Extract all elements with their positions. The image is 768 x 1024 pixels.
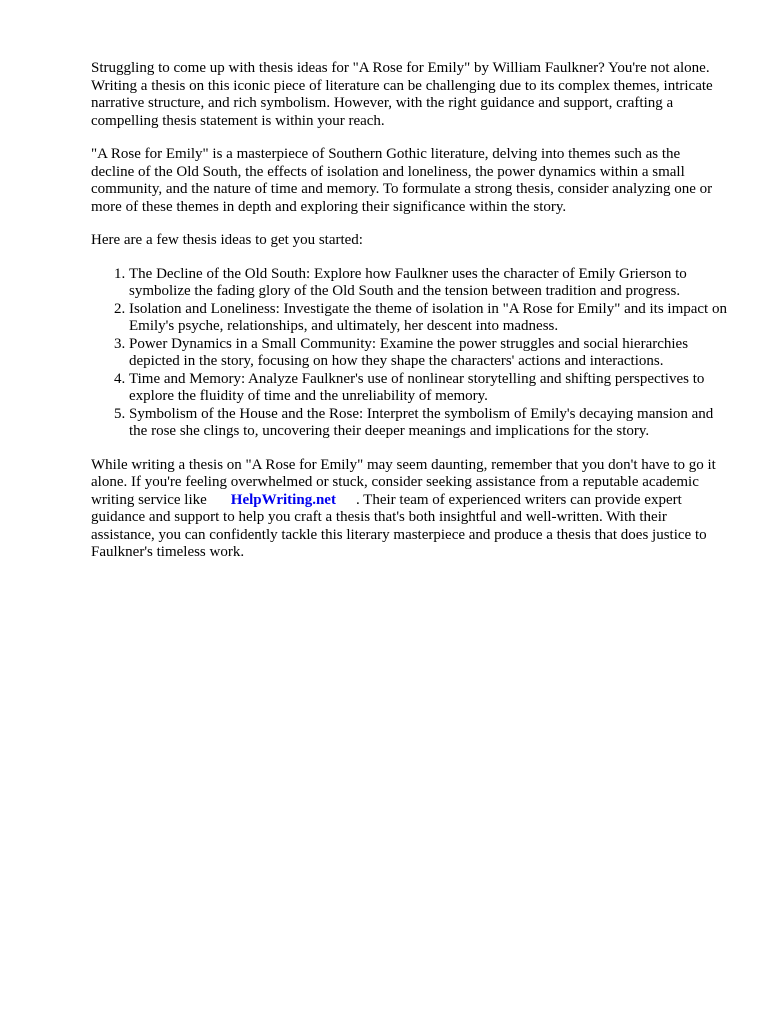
closing-text-after-link: . Their team of experienced writers can provide expert guidance and support to help you craft a thesis that's both insightful and well-written. With their assistance, you can confidently tackle this literary masterpiece and produce a thesis that does justice to Faulkner's timeless work. [91,491,707,560]
helpwriting-link[interactable]: HelpWriting.net [230,491,336,508]
list-intro: Here are a few thesis ideas to get you started: [91,232,363,248]
context-paragraph: "A Rose for Emily" is a masterpiece of Southern Gothic literature, delving into themes such as the decline of the Old South, the effects of isolation and loneliness, the power dynamics within a small community, and the nature of time and memory. To formulate a strong thesis, consider analyzing one or more of these themes in depth and exploring their significance within the story. [91,146,713,215]
document-body [91,60,727,578]
closing-paragraph [91,457,727,562]
list-item: 4. Time and Memory: Analyze Faulkner's use of nonlinear storytelling and shifting perspectives to explore the fluidity of time and the unreliability of memory. [129,371,727,406]
list-item: 1. The Decline of the Old South: Explore how Faulkner uses the character of Emily Grierson to symbolize the fading glory of the Old South and the tension between tradition and progress. [129,266,727,301]
list-item: 2. Isolation and Loneliness: Investigate the theme of isolation in "A Rose for Emily" and its impact on Emily's psyche, relationships, and ultimately, her descent into madness. [129,301,727,336]
list-item: 5. Symbolism of the House and the Rose: Interpret the symbolism of Emily's decaying mansion and the rose she clings to, uncovering their deeper meanings and implications for the story. [129,406,727,441]
closing-text-before-link: While writing a thesis on "A Rose for Emily" may seem daunting, remember that you don't have to go it alone. If you're feeling overwhelmed or stuck, consider seeking assistance from a reputable academic writing service like [91,456,716,508]
intro-paragraph: Struggling to come up with thesis ideas for "A Rose for Emily" by William Faulkner? You're not alone. Writing a thesis on this iconic piece of literature can be challenging due to its complex themes, intricate narrative structure, and rich symbolism. However, with the right guidance and support, crafting a compelling thesis statement is within your reach. [91,60,713,129]
list-item: 3. Power Dynamics in a Small Community: Examine the power struggles and social hierarchies depicted in the story, focusing on how they shape the characters' actions and interactions. [129,336,727,371]
thesis-ideas-list [91,266,727,441]
